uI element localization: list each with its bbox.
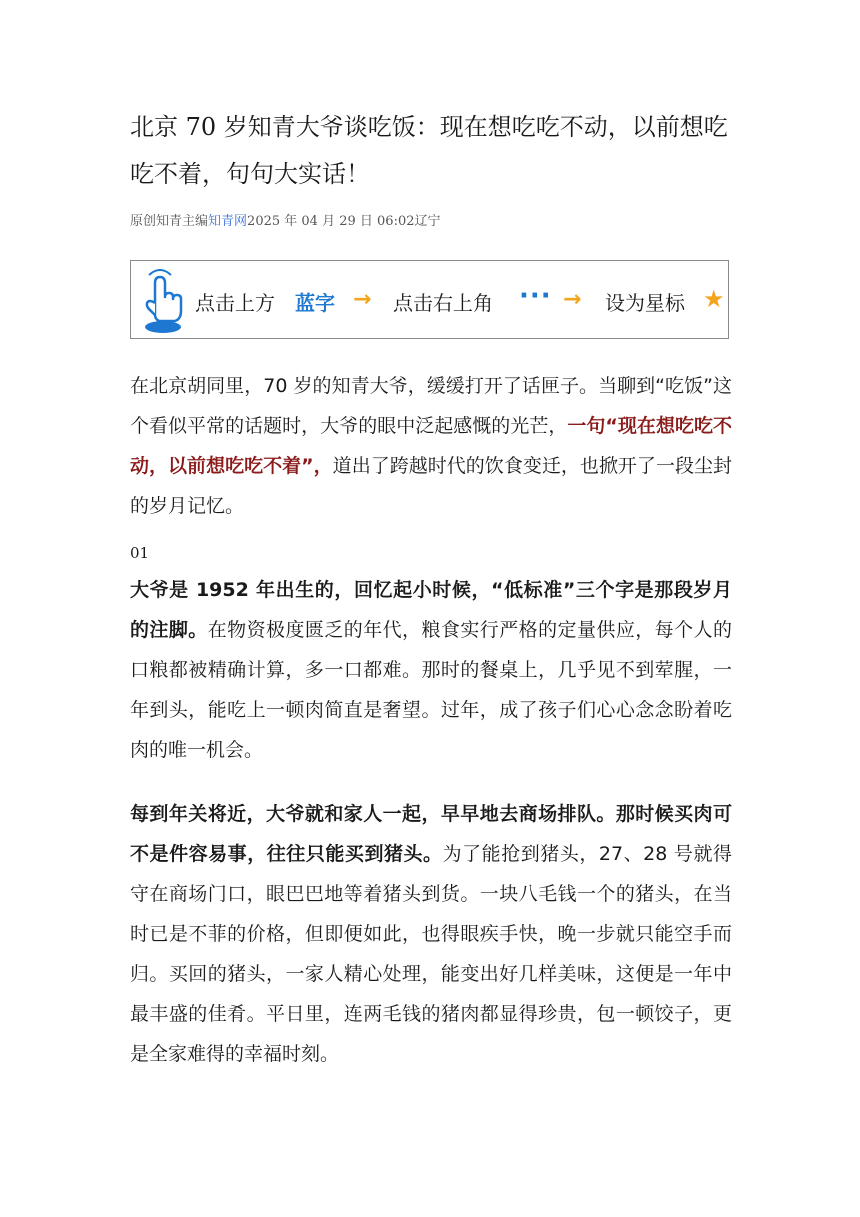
publish-time: 06:02 bbox=[377, 214, 415, 229]
follow-banner bbox=[130, 260, 729, 339]
paragraph-intro bbox=[130, 366, 732, 526]
childhood-bold-text: 大爷是 1952 年出生的，回忆起小时候，“低标准”三个字是那段岁月的注脚。 bbox=[130, 579, 732, 641]
intro-text-end: 道出了跨越时代的饮食变迁，也掀开了一段尘封的岁月记忆。 bbox=[130, 455, 732, 517]
star-icon: ★ bbox=[703, 287, 725, 313]
arrow-right-icon: → bbox=[353, 287, 372, 312]
banner-blue-text[interactable]: 蓝字 bbox=[295, 291, 335, 315]
intro-quote-highlight: 一句“现在想吃吃不动，以前想吃吃不着”， bbox=[130, 415, 732, 477]
more-dots-icon: ··· bbox=[519, 281, 552, 311]
arrow-right-icon-2: → bbox=[563, 287, 582, 312]
publish-date: 2025 年 04 月 29 日 bbox=[247, 214, 373, 229]
banner-step-3: 设为星标 bbox=[605, 291, 685, 315]
banner-step-2: 点击右上角 bbox=[393, 291, 493, 315]
childhood-text: 在物资极度匮乏的年代，粮食实行严格的定量供应，每个人的口粮都被精确计算，多一口都难。那时的餐桌上，几乎见不到荤腥，一年到头，能吃上一顿肉简直是奢望。过年，成了孩子们心心念念盼着吃肉的唯一机会。 bbox=[130, 619, 732, 761]
author-name: 知青主编 bbox=[156, 214, 209, 229]
intro-text: 在北京胡同里，70 岁的知青大爷，缓缓打开了话匣子。当聊到“吃饭”这个看似平常的话题时，大爷的眼中泛起感慨的光芒， bbox=[130, 375, 732, 437]
article-title: 北京 70 岁知青大爷谈吃饭：现在想吃吃不动，以前想吃吃不着，句句大实话！ bbox=[130, 113, 728, 188]
article-meta bbox=[130, 210, 441, 229]
publish-location: 辽宁 bbox=[414, 214, 441, 229]
hand-pointer-icon bbox=[141, 269, 187, 335]
paragraph-childhood bbox=[130, 570, 732, 770]
original-tag: 原创 bbox=[130, 214, 157, 229]
new-year-bold-text: 每到年关将近，大爷就和家人一起，早早地去商场排队。那时候买肉可不是件容易事，往往只能买到猪头。 bbox=[130, 803, 732, 865]
banner-step-1: 点击上方 bbox=[195, 291, 275, 315]
section-number: 01 bbox=[130, 544, 150, 562]
paragraph-new-year bbox=[130, 794, 732, 1074]
new-year-text: 为了能抢到猪头，27、28 号就得守在商场门口，眼巴巴地等着猪头到货。一块八毛钱一个的猪头，在当时已是不菲的价格，但即便如此，也得眼疾手快，晚一步就只能空手而归。买回的猪头，一家人精心处理，能变出好几样美味，这便是一年中最丰盛的佳肴。平日里，连两毛钱的猪肉都显得珍贵，包一顿饺子，更是全家难得的幸福时刻。 bbox=[130, 843, 732, 1065]
source-link[interactable]: 知青网 bbox=[208, 214, 248, 229]
